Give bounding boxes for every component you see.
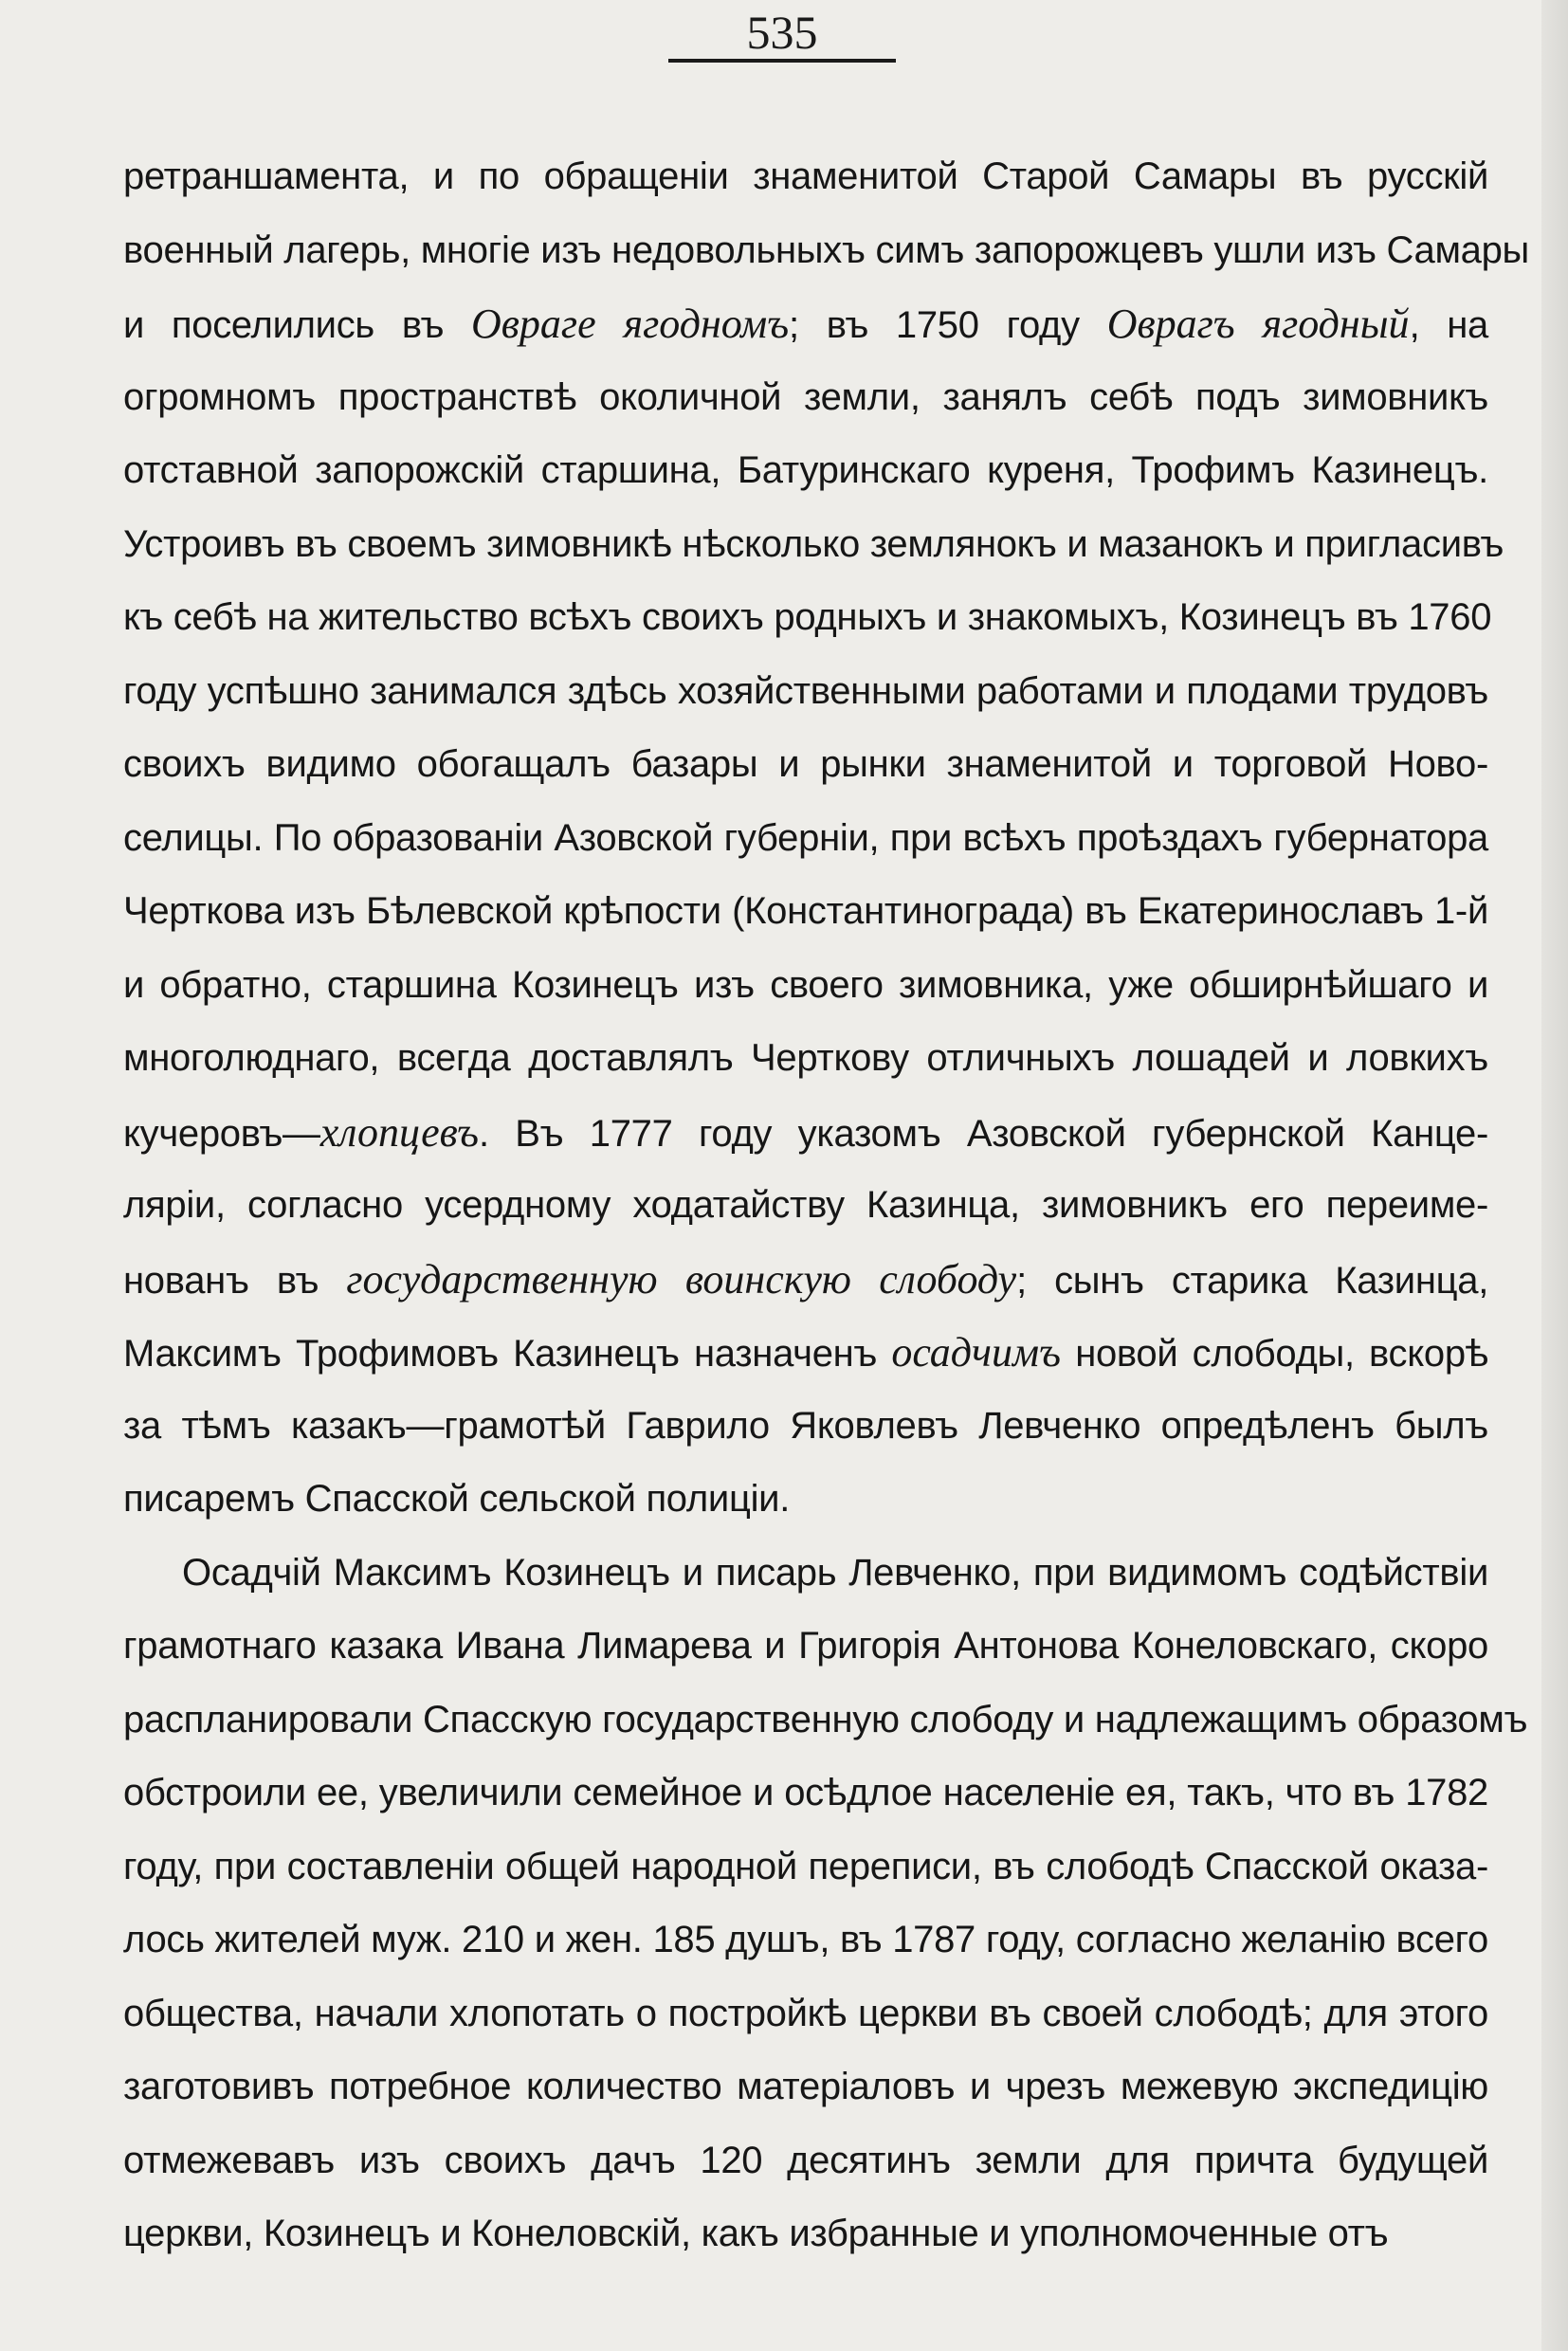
text-line: [123, 1610, 1488, 1684]
text-line: [123, 655, 1488, 729]
text-run: распланировали Спасскую государственную слободу и надлежащимъ образомъ: [123, 1698, 1528, 1740]
text-run: обстроили ее, увеличили семейное и осѣдлое населеніе ея, такъ, что въ 1782: [123, 1772, 1488, 1813]
page-edge: [1541, 0, 1568, 2351]
text-run: за тѣмъ казакъ—грамотѣй Гаврило Яковлевъ Левченко опредѣленъ былъ: [123, 1404, 1488, 1447]
text-line: [123, 1022, 1488, 1096]
text-line: [123, 949, 1488, 1023]
text-run: и обратно, старшина Козинецъ изъ своего зимовника, уже обширнѣйшаго и: [123, 963, 1488, 1006]
text-run: Осадчій Максимъ Козинецъ и писарь Левченко, при видимомъ содѣйствіи: [182, 1551, 1488, 1594]
text-run: церкви, Козинецъ и Конеловскій, какъ избранные и уполномоченные отъ: [123, 2213, 1389, 2254]
text-line: [123, 1316, 1488, 1390]
text-run: грамотнаго казака Ивана Лимарева и Григорія Антонова Конеловскаго, скоро: [123, 1625, 1488, 1667]
text-line: [123, 581, 1492, 655]
text-line: [123, 1243, 1488, 1317]
italic-phrase: Овраге ягодномъ: [471, 301, 790, 347]
text-line: [123, 361, 1488, 435]
text-line: [123, 728, 1488, 802]
text-run: отставной запорожскій старшина, Батуринскаго куреня, Трофимъ Казинецъ.: [123, 449, 1488, 491]
text-run: общества, начали хлопотать о постройкѣ церкви въ своей слободѣ; для этого: [123, 1992, 1488, 2034]
text-line: [123, 1684, 1528, 1758]
text-run: нованъ въ: [123, 1259, 347, 1302]
text-line: [123, 1463, 1488, 1537]
text-run: заготовивъ потребное количество матеріаловъ и чрезъ межевую экспедицію: [123, 2066, 1488, 2107]
italic-phrase: осадчимъ: [891, 1329, 1061, 1376]
text-run: военный лагерь, многіе изъ недовольныхъ симъ запорожцевъ ушли изъ Самары: [123, 228, 1529, 271]
text-run: и поселились въ: [123, 304, 472, 346]
text-line: [123, 1757, 1488, 1831]
text-line: [123, 1096, 1488, 1170]
paragraph: [123, 140, 1529, 1537]
text-line: [123, 287, 1488, 361]
italic-phrase: государственную воинскую слободу: [346, 1255, 1017, 1303]
text-run: году, при составленіи общей народной переписи, въ слободѣ Спасской оказа-: [123, 1845, 1488, 1887]
text-line: [123, 1977, 1488, 2051]
text-run: Черткова изъ Бѣлевской крѣпости (Константинограда) въ Екатеринославъ 1-й: [123, 890, 1488, 932]
text-run: Устроивъ въ своемъ зимовникѣ нѣсколько землянокъ и мазанокъ и пригласивъ: [123, 522, 1504, 565]
text-line: [123, 140, 1488, 214]
text-line: [123, 875, 1488, 949]
text-line: [123, 1537, 1488, 1611]
text-line: [123, 434, 1488, 508]
text-run: ляріи, согласно усердному ходатайству Казинца, зимовникъ его переиме-: [123, 1184, 1488, 1226]
text-run: году успѣшно занимался здѣсь хозяйственными работами и плодами трудовъ: [123, 669, 1488, 712]
text-line: [123, 1831, 1488, 1904]
italic-phrase: Оврагъ ягодный: [1106, 301, 1410, 347]
text-run: ретраншамента, и по обращеніи знаменитой Старой Самары въ русскій: [123, 155, 1488, 197]
text-line: [123, 2124, 1488, 2198]
text-line: [123, 508, 1504, 582]
text-run: Максимъ Трофимовъ Казинецъ назначенъ: [123, 1333, 892, 1375]
text-run: ; сынъ старика Казинца,: [1016, 1259, 1489, 1302]
text-run: кучеровъ—: [123, 1112, 320, 1155]
text-line: [123, 1390, 1488, 1464]
text-run: селицы. По образованіи Азовской губерніи, при всѣхъ проѣздахъ губернатора: [123, 816, 1488, 859]
text-run: своихъ видимо обогащалъ базары и рынки знаменитой и торговой Ново-: [123, 743, 1488, 785]
italic-phrase: хлопцевъ: [319, 1108, 479, 1156]
text-run: многолюднаго, всегда доставлялъ Черткову отличныхъ лошадей и ловкихъ: [123, 1037, 1488, 1079]
text-run: . Въ 1777 году указомъ Азовской губернской Канце-: [478, 1112, 1488, 1155]
text-run: , на: [1409, 304, 1488, 346]
body-text: [123, 140, 1529, 2271]
page-number: 535: [746, 6, 818, 59]
text-run: огромномъ пространствѣ околичной земли, занялъ себѣ подъ зимовникъ: [123, 375, 1488, 418]
text-line: [123, 1904, 1488, 1977]
page-number-rule: [668, 59, 896, 63]
text-run: лось жителей муж. 210 и жен. 185 душъ, въ 1787 году, согласно желанію всего: [123, 1919, 1488, 1960]
text-line: [123, 2197, 1488, 2271]
paragraph: [123, 1537, 1528, 2271]
text-line: [123, 2050, 1488, 2124]
text-run: новой слободы, вскорѣ: [1060, 1333, 1488, 1375]
text-run: къ себѣ на жительство всѣхъ своихъ родныхъ и знакомыхъ, Козинецъ въ 1760: [123, 596, 1492, 638]
text-run: отмежевавъ изъ своихъ дачъ 120 десятинъ земли для причта будущей: [123, 2139, 1488, 2181]
text-line: [123, 802, 1488, 876]
text-run: ; въ 1750 году: [789, 304, 1107, 346]
text-line: [123, 1169, 1488, 1243]
text-line: [123, 214, 1529, 288]
text-run: писаремъ Спасской сельской полиціи.: [123, 1478, 791, 1520]
